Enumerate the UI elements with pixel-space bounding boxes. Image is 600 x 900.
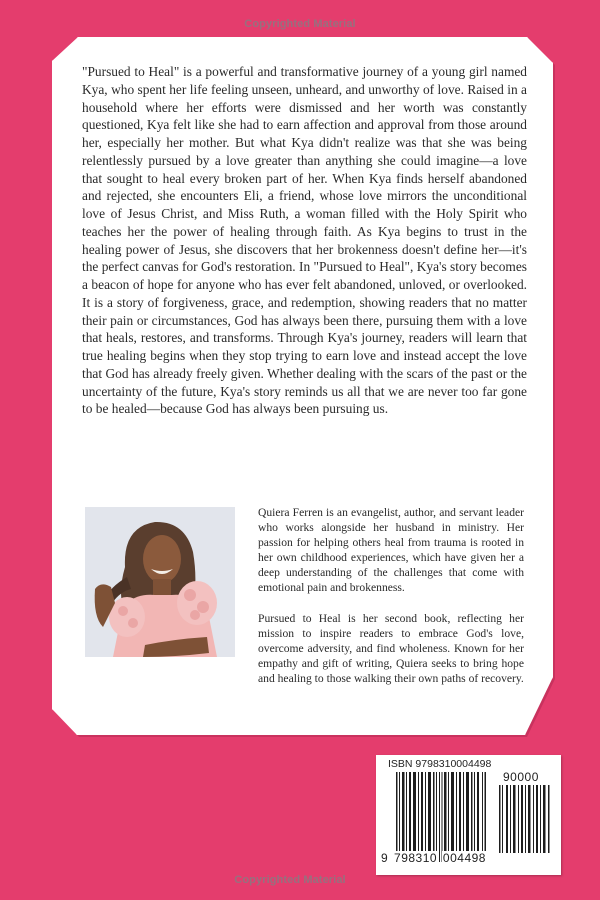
barcode-digits-right: 004498 [442,851,486,865]
isbn-barcode [376,755,561,875]
author-bio-paragraph-1: Quiera Ferren is an evangelist, author, and servant leader who works alongside her husband in ministry. Her passion for helping others heal from trauma is rooted in her own childhood experiences, which have given her a deep understanding of the challenges that come with emotional pain and brokenness. [258,506,524,595]
author-bio-paragraph-2: Pursued to Heal is her second book, reflecting her mission to inspire readers to embrace God's love, overcome adversity, and find wholeness. Known for her empathy and gift of writing, Quiera seeks to bring hope and healing to those walking their own paths of recovery. [258,611,524,685]
price-barcode-bars-icon [499,785,551,853]
barcode-digits [380,851,490,865]
copyright-watermark-bottom-text: Copyrighted Material [234,874,346,886]
copyright-watermark-bottom [0,874,600,886]
author-photo [85,507,235,657]
copyright-watermark-top: Copyrighted Material [244,18,356,30]
author-bio [258,505,524,701]
barcode-digits-left: 798310 [394,851,438,865]
barcode-digit-lead: 9 [381,851,389,865]
isbn-label: ISBN 9798310004498 [388,758,492,770]
author-portrait-icon [85,507,235,657]
book-description: "Pursued to Heal" is a powerful and transformative journey of a young girl named Kya, who spent her life feeling unseen, unheard, and unworthy of love. Raised in a household where her efforts were dismissed and her worth was constantly questioned, Kya felt like she had to earn affection and approval from those around her, especially her mother. But what Kya didn't realize was that she was being relentlessly pursued by a love greater than anything she could imagine—a love that sought to heal every broken part of her. When Kya finds herself abandoned and rejected, she encounters Eli, a friend, whose love mirrors the unconditional love of Jesus Christ, and Miss Ruth, a woman filled with the Holy Spirit who teaches her the power of healing through faith. As Kya begins to trust in the healing power of Jesus, she discovers that her brokenness doesn't define her—it's the perfect canvas for God's restoration. In "Pursued to Heal", Kya's story becomes a beacon of hope for anyone who has ever felt abandoned, unloved, or overlooked. It is a story of forgiveness, grace, and redemption, showing readers that no matter their pain or circumstances, God has always been there, pursuing them with a love that heals, restores, and transforms. Through Kya's journey, readers will learn that true healing begins when they stop trying to earn love and instead accept the love that God has already freely given. Whether dealing with the scars of the past or the uncertainty of the future, Kya's story reminds us all that we are never too far gone to be healed—because God has always been pursuing us. [82,64,527,417]
barcode-bars-icon [396,772,486,862]
price-code: 90000 [503,770,539,784]
